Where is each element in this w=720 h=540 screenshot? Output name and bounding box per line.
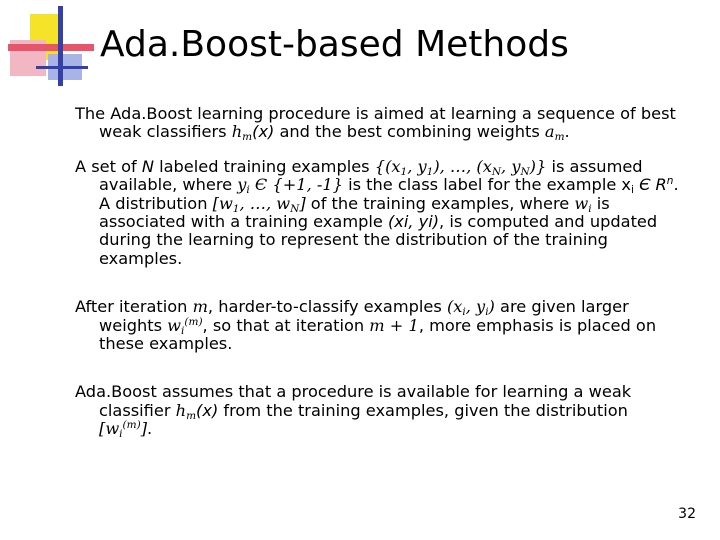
paragraph-3: After iteration m, harder-to-classify examples ($x_i$, $y_i$) are given larger weights $w_i^{(m)}$, so that at iteration m + 1, more emphasis is placed on these examples.	[75, 297, 657, 354]
corner-decoration-icon	[0, 0, 100, 90]
paragraph-2: A set of N labeled training examples {($x_1$, $y_1$), …, ($x_N$, $y_N$)} is assumed available, where $y_i$ Є {+1, -1} is the class label for the example $x_i$ Є $R^n$. A distribution [$w_1$, …, $w_N$] of the training examples, where $w_i$ is associated with a training example (xi, yi), is computed and updated during the learning to represent the distribution of the training examples.	[75, 156, 679, 268]
paragraph-1: The Ada.Boost learning procedure is aimed at learning a sequence of best weak classifiers $h_m(x)$ and the best combining weights $a_m$.	[75, 104, 676, 144]
slide-body	[75, 105, 685, 439]
page-number: 32	[678, 506, 696, 522]
paragraph-4: Ada.Boost assumes that a procedure is available for learning a weak classifier $h_m(x)$ from the training examples, given the distribution $[w_i^{(m)}]$.	[75, 382, 632, 441]
slide-title: Ada.Boost-based Methods	[100, 24, 569, 65]
